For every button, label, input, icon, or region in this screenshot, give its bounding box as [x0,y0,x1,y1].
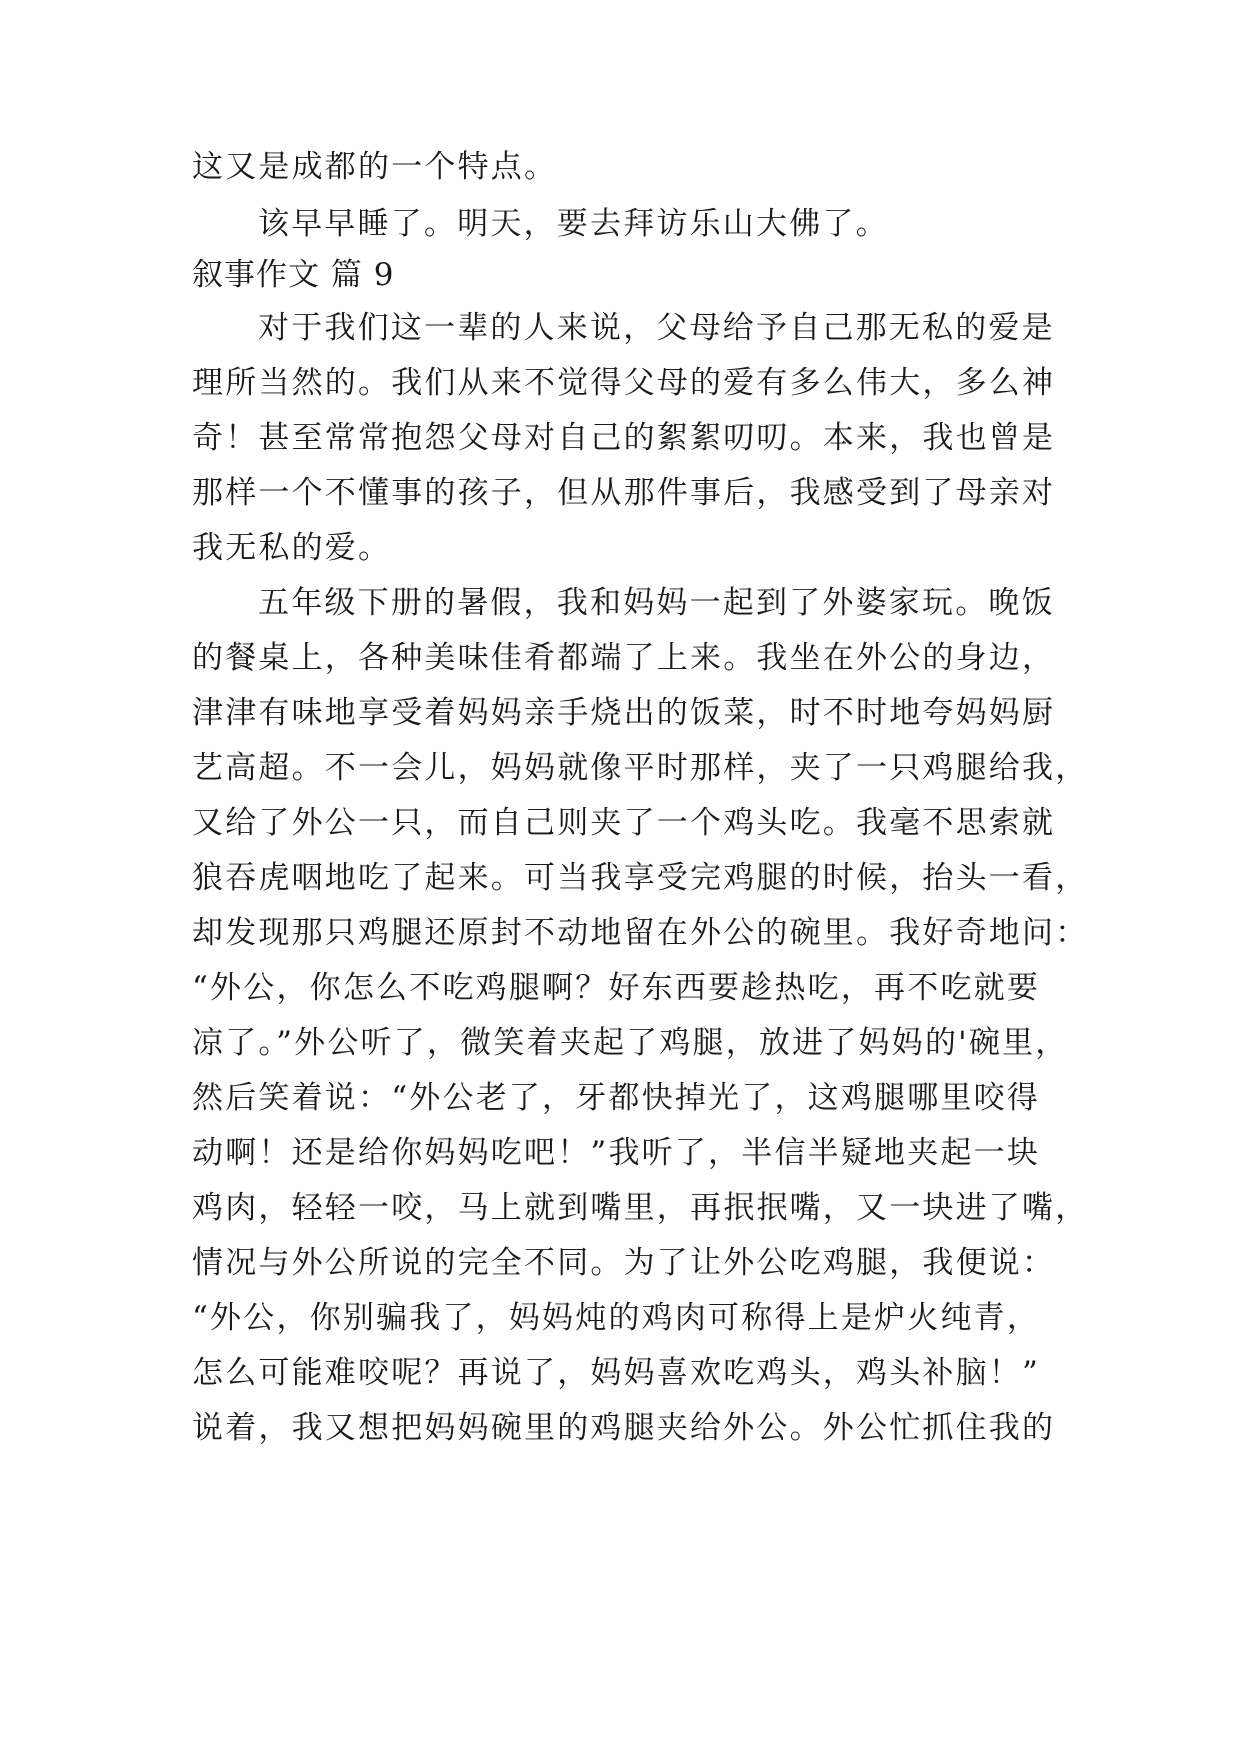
text-line: 艺高超。不一会儿，妈妈就像平时那样，夹了一只鸡腿给我， [192,750,1089,786]
text-line: 却发现那只鸡腿还原封不动地留在外公的碗里。我好奇地问： [192,915,1089,951]
text-line: 说着，我又想把妈妈碗里的鸡腿夹给外公。外公忙抓住我的 [192,1410,1056,1446]
text-line: 狼吞虎咽地吃了起来。可当我享受完鸡腿的时候，抬头一看， [192,860,1089,896]
text-line: 的餐桌上，各种美味佳肴都端了上来。我坐在外公的身边， [192,640,1056,676]
text-line: 那样一个不懂事的孩子，但从那件事后，我感受到了母亲对 [192,475,1056,511]
text-line: 鸡肉，轻轻一咬，马上就到嘴里，再抿抿嘴，又一块进了嘴， [192,1190,1089,1226]
text-line: 对于我们这一辈的人来说，父母给予自己那无私的爱是 [258,310,1055,346]
text-line: 动啊！还是给你妈妈吃吧！”我听了，半信半疑地夹起一块 [192,1135,1041,1171]
text-line: 津津有味地享受着妈妈亲手烧出的饭菜，时不时地夸妈妈厨 [192,695,1056,731]
text-line: 情况与外公所说的完全不同。为了让外公吃鸡腿，我便说： [192,1245,1056,1281]
text-line: 怎么可能难咬呢？再说了，妈妈喜欢吃鸡头，鸡头补脑！” [192,1355,1041,1391]
text-line: 五年级下册的暑假，我和妈妈一起到了外婆家玩。晚饭 [258,585,1055,621]
text-line: 奇！甚至常常抱怨父母对自己的絮絮叨叨。本来，我也曾是 [192,420,1056,456]
text-line: 我无私的爱。 [192,530,392,566]
text-line: 又给了外公一只，而自己则夹了一个鸡头吃。我毫不思索就 [192,805,1056,841]
text-line: 这又是成都的一个特点。 [192,149,558,185]
text-line: 理所当然的。我们从来不觉得父母的爱有多么伟大，多么神 [192,365,1056,401]
text-line: “外公，你别骗我了，妈妈炖的鸡肉可称得上是炉火纯青， [192,1300,1041,1336]
text-line: 凉了。”外公听了，微笑着夹起了鸡腿，放进了妈妈的'碗里， [192,1025,1069,1061]
text-line: 该早早睡了。明天，要去拜访乐山大佛了。 [258,206,889,242]
text-line: “外公，你怎么不吃鸡腿啊？好东西要趁热吃，再不吃就要 [192,970,1041,1006]
section-heading: 叙事作文 篇 9 [192,257,395,293]
text-line: 然后笑着说：“外公老了，牙都快掉光了，这鸡腿哪里咬得 [192,1080,1041,1116]
